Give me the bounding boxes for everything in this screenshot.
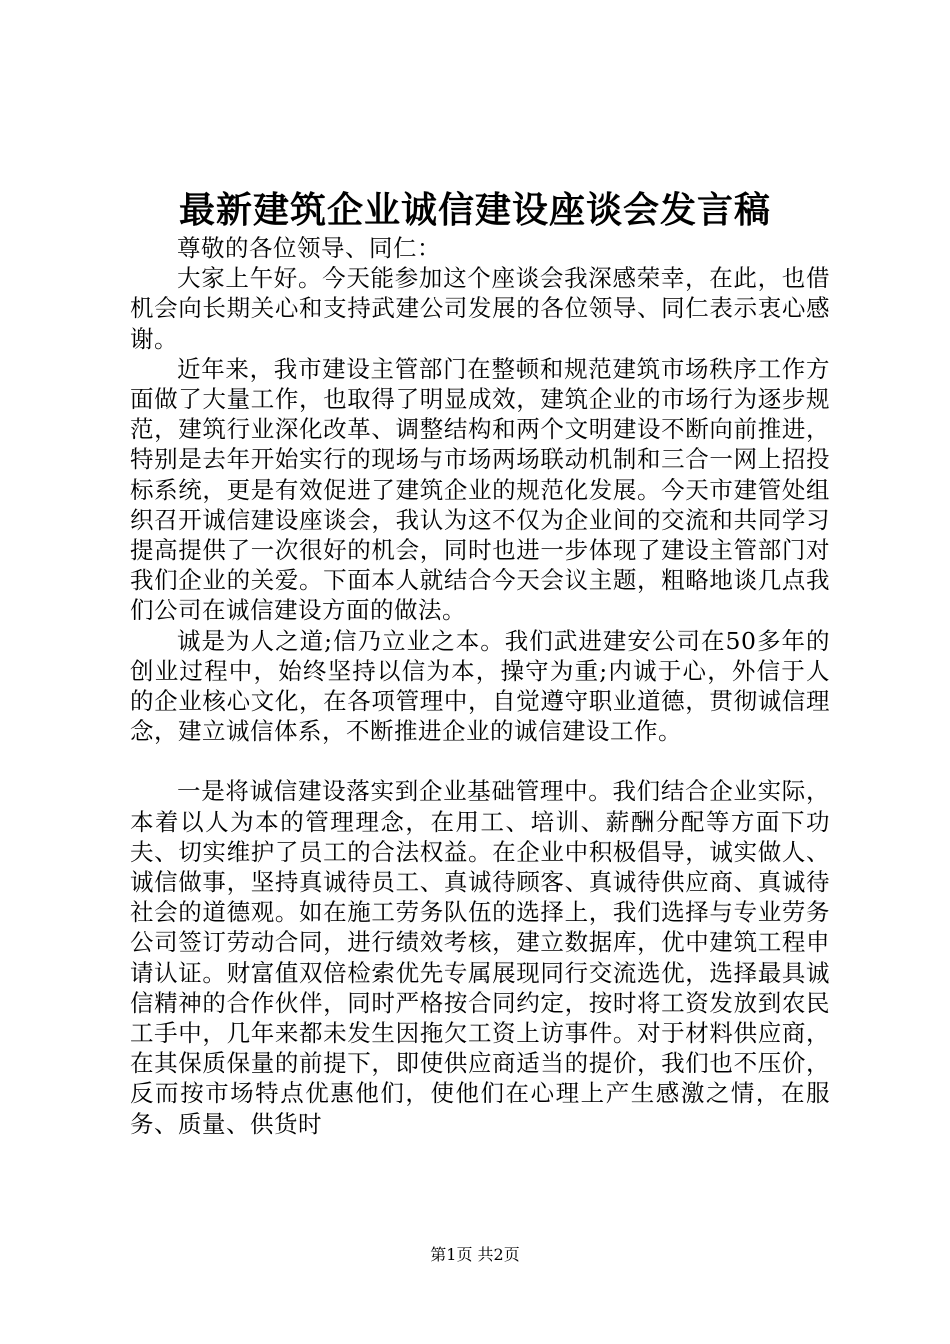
integrity-principle-paragraph: 诚是为人之道;信乃立业之本。我们武进建安公司在50多年的创业过程中，始终坚持以信为本，操守为重;内诚于心，外信于人的企业核心文化，在各项管理中，自觉遵守职业道德，贯彻诚信理念，建立诚信体系，不断推进企业的诚信建设工作。	[130, 626, 830, 746]
background-paragraph: 近年来，我市建设主管部门在整顿和规范建筑市场秩序工作方面做了大量工作，也取得了明显成效，建筑企业的市场行为逐步规范，建筑行业深化改革、调整结构和两个文明建设不断向前推进，特别是去年开始实行的现场与市场两场联动机制和三合一网上招投标系统，更是有效促进了建筑企业的规范化发展。今天市建管处组织召开诚信建设座谈会，我认为这不仅为企业间的交流和共同学习提高提供了一次很好的机会，同时也进一步体现了建设主管部门对我们企业的关爱。下面本人就结合今天会议主题，粗略地谈几点我们公司在诚信建设方面的做法。	[130, 354, 830, 625]
page-number-footer: 第1页 共2页	[430, 1245, 520, 1264]
document-body	[130, 233, 830, 1139]
first-point-paragraph: 一是将诚信建设落实到企业基础管理中。我们结合企业实际，本着以人为本的管理理念，在用工、培训、薪酬分配等方面下功夫、切实维护了员工的合法权益。在企业中积极倡导，诚实做人、诚信做事，坚持真诚待员工、真诚待顾客、真诚待供应商、真诚待社会的道德观。如在施工劳务队伍的选择上，我们选择与专业劳务公司签订劳动合同，进行绩效考核，建立数据库，优中建筑工程申请认证。财富值双倍检索优先专属展现同行交流选优，选择最具诚信精神的合作伙伴，同时严格按合同约定，按时将工资发放到农民工手中，几年来都未发生因拖欠工资上访事件。对于材料供应商，在其保质保量的前提下，即使供应商适当的提价，我们也不压价，反而按市场特点优惠他们，使他们在心理上产生感激之情，在服务、质量、供货时	[130, 777, 830, 1138]
salutation-paragraph: 尊敬的各位领导、同仁：	[177, 234, 441, 262]
document-title: 最新建筑企业诚信建设座谈会发言稿	[178, 189, 771, 231]
greeting-paragraph: 大家上午好。今天能参加这个座谈会我深感荣幸，在此，也借机会向长期关心和支持武建公司发展的各位领导、同仁表示衷心感谢。	[130, 264, 830, 353]
